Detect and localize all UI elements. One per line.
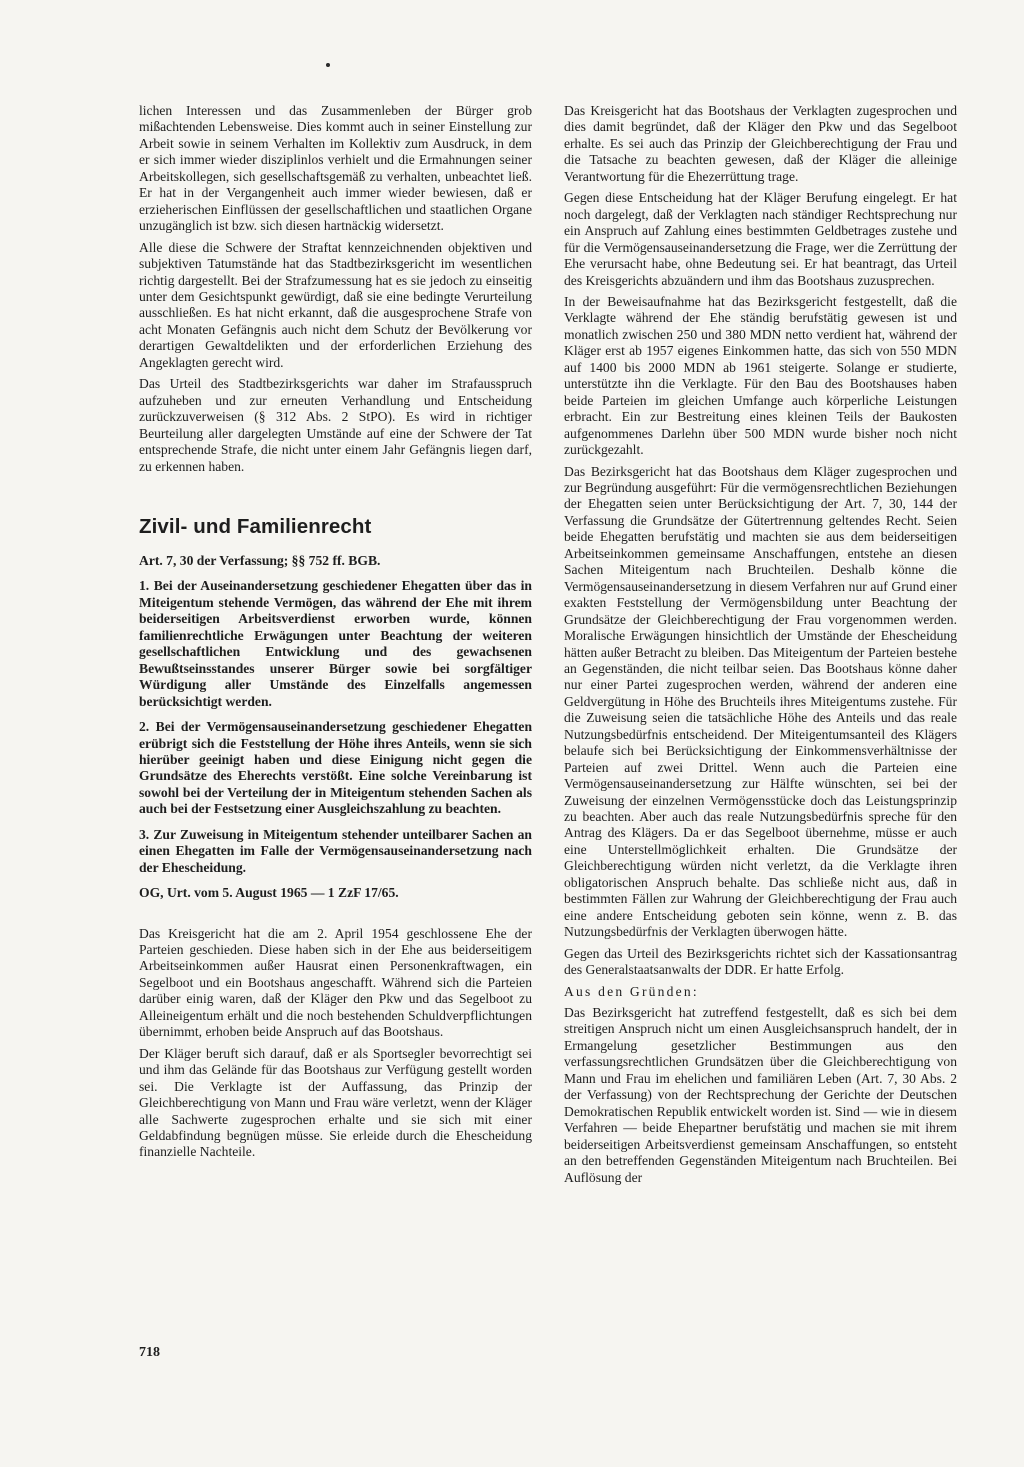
left-column	[139, 103, 532, 1166]
paragraph: Das Kreisgericht hat das Bootshaus der Verklagten zugesprochen und dies damit begründet, daß der Kläger den Pkw und das Segelboot erhalte. Es sei auch das Prinzip der Gleichberechtigung der Frau und die Tatsache zu beachten gewesen, daß der Kläger die alleinige Verantwortung für die Ehezerrüttung trage.	[564, 103, 957, 184]
paragraph: Das Kreisgericht hat die am 2. April 1954 geschlossene Ehe der Parteien geschieden. Diese haben sich in der Ehe aus beiderseitigem Arbeitseinkommen außer Hausrat einen Personenkraftwagen, ein Segelboot und ein Bootshaus angeschafft. Während sich die Parteien darüber einig waren, daß der Kläger den Pkw und das Segelboot zu Alleineigentum erhält und die noch bestehenden Schuldverpflichtungen übernimmt, erhoben beide Anspruch auf das Bootshaus.	[139, 925, 532, 1040]
paragraph: Das Bezirksgericht hat zutreffend festgestellt, daß es sich bei dem streitigen Anspruch nicht um einen Ausgleichsanspruch handelt, der in Ermangelung gesetzlicher Bestimmungen aus den verfassungsrechtlichen Grundsätzen über die Gleichberechtigung von Mann und Frau im ehelichen und familiären Leben (Art. 7, 30 Abs. 2 der Verfassung) von der Rechtsprechung der Gerichte der Deutschen Demokratischen Republik entwickelt worden ist. Sind — wie in diesem Verfahren — beide Ehepartner berufstätig und machen sie mit ihrem beiderseitigen Arbeitsverdienst gemeinsam Anschaffungen, so entsteht an den betreffenden Gegenständen Miteigentum nach Bruchteilen. Bei Auflösung der	[564, 1005, 957, 1185]
paragraph: Gegen das Urteil des Bezirksgerichts richtet sich der Kassationsantrag des Generalstaatsanwalts der DDR. Er hatte Erfolg.	[564, 945, 957, 978]
paragraph: lichen Interessen und das Zusammenleben der Bürger grob mißachtenden Lebensweise. Dies kommt auch in seiner Einstellung zur Arbeit sowie in seinem Verhalten im Kollektiv zum Ausdruck, in dem er sich immer wieder disziplinlos verhielt und die Ermahnungen seiner Arbeitskollegen, sich gesellschaftsgemäß zu verhalten, unbeachtet ließ. Er hat in der Vergangenheit auch immer wieder bewiesen, daß er erzieherischen Einflüssen der gesellschaftlichen und staatlichen Organe unzugänglich ist bzw. sich diesen hartnäckig widersetzt.	[139, 103, 532, 234]
reasons-heading: Aus den Gründen:	[564, 983, 699, 999]
headnote: 2. Bei der Vermögensauseinandersetzung geschiedener Ehegatten erübrigt sich die Feststellung der Höhe ihres Anteils, wenn sie sich hierüber geeinigt haben und diese Einigung nicht gegen die Grundsätze des Eherechts verstößt. Eine solche Vereinbarung ist sowohl bei der Verteilung der in Miteigentum stehenden Sachen als auch bei der Festsetzung einer Ausgleichszahlung zu beachten.	[139, 719, 532, 817]
paragraph: Das Bezirksgericht hat das Bootshaus dem Kläger zugesprochen und zur Begründung ausgeführt: Für die vermögensrechtlichen Beziehungen der Ehegatten seien unter Berücksichtigung der Art. 7, 30, 144 der Verfassung die Grundsätze der Gütertrennung geltendes Recht. Seien beide Ehegatten berufstätig und machten sie aus dem beiderseitigen Arbeitseinkommen gemeinsame Anschaffungen, entstehe an diesen Sachen Miteigentum nach Bruchteilen. Deshalb könne die Vermögensauseinandersetzung in diesem Verfahren nur auf Grund einer exakten Feststellung der Vermögensbildung unter Beachtung der Grundsätze der Gleichberechtigung der Frau vorgenommen werden. Moralische Erwägungen hinsichtlich der Umstände der Ehescheidung hätten außer Betracht zu bleiben. Das Miteigentum der Parteien bestehe an Gegenständen, die nicht teilbar seien. Das Bootshaus könne daher nur einer Partei zugesprochen werden, während der anderen eine Geldvergütung in Höhe des Bruchteils ihres Miteigentums zustehe. Für die Zuweisung seien die tatsächliche Höhe des Anteils und das reale Nutzungsbedürfnis entscheidend. Der Miteigentumsanteil des Klägers belaufe sich bei Berücksichtigung der Einkommensverhältnisse der Parteien auf zwei Drittel. Wenn auch die Parteien eine Vermögensauseinandersetzung zur Hälfte wünschten, sei bei der Zuweisung der einzelnen Vermögensstücke doch das Leistungsprinzip zu beachten. Aber auch das reale Nutzungsbedürfnis spreche für den Antrag des Klägers. Da er das Segelboot übernehme, müsse er auch eine Unterstellmöglichkeit erhalten. Die Grundsätze der Gleichberechtigung würden nicht verletzt, da die Verklagte ihren obligatorischen Anspruch behalte. Das schließe nicht aus, daß in bestimmten Fällen zur Wahrung der Gleichberechtigung der Frau auch eine andere Entscheidung geboten sein könne, wenn z. B. das Nutzungsbedürfnis der Verklagten überwogen hätte.	[564, 463, 957, 940]
page-number: 718	[139, 1345, 160, 1360]
paragraph: Alle diese die Schwere der Straftat kennzeichnenden objektiven und subjektiven Tatumstände hat das Stadtbezirksgericht im wesentlichen richtig dargestellt. Bei der Strafzumessung hat es sie jedoch zu einseitig unter dem Gesichtspunkt gewürdigt, daß sie eine bedingte Verurteilung ausschließen. Es hat nicht erkannt, daß die ausgesprochene Strafe von acht Monaten Gefängnis auch nicht dem Schutz der Bevölkerung vor derartigen Gewaltdelikten und der erforderlichen Erziehung des Angeklagten gerecht wird.	[139, 239, 532, 370]
ink-speck	[326, 63, 330, 67]
right-column	[564, 103, 957, 1186]
paragraph: In der Beweisaufnahme hat das Bezirksgericht festgestellt, daß die Verklagte während der Ehe ständig berufstätig gewesen ist und monatlich zwischen 250 und 380 MDN netto verdient hat, während der Kläger erst ab 1957 eigenes Einkommen hatte, das sich von 550 MDN auf 1400 bis 2000 MDN ab 1961 steigerte. Solange er studierte, unterstützte ihn die Verklagte. Für den Bau des Bootshauses haben beide Parteien im gleichen Umfange auch körperliche Leistungen erbracht. Ein zur Bestreitung eines kleinen Teils der Baukosten aufgenommenes Darlehn über 500 MDN wurde bisher noch nicht zurückgezahlt.	[564, 293, 957, 458]
paragraph: Der Kläger beruft sich darauf, daß er als Sportsegler bevorrechtigt sei und ihm das Gelände für das Bootshaus zur Verfügung gestellt worden sei. Die Verklagte ist der Auffassung, das Prinzip der Gleichberechtigung von Mann und Frau wäre verletzt, wenn der Kläger alle Sachwerte zugesprochen erhalte und sie sich mit einer Geldabfindung begnügen müsse. Sie erleide durch die Ehescheidung finanzielle Nachteile.	[139, 1045, 532, 1160]
headnote: 3. Zur Zuweisung in Miteigentum stehender unteilbarer Sachen an einen Ehegatten im Falle der Vermögensauseinandersetzung nach der Ehescheidung.	[139, 826, 532, 875]
paragraph: Das Urteil des Stadtbezirksgerichts war daher im Strafausspruch aufzuheben und zur erneuten Verhandlung und Entscheidung zurückzuverweisen (§ 312 Abs. 2 StPO). Es wird in richtiger Beurteilung aller dargelegten Umstände auf eine der Schwere der Tat entsprechende Strafe, die nicht unter einem Jahr Gefängnis liegen darf, zu erkennen haben.	[139, 376, 532, 474]
court-reference: OG, Urt. vom 5. August 1965 — 1 ZzF 17/65.	[139, 885, 399, 901]
law-reference: Art. 7, 30 der Verfassung; §§ 752 ff. BGB.	[139, 552, 381, 568]
headnote: 1. Bei der Auseinandersetzung geschiedener Ehegatten über das in Miteigentum stehende Vermögen, das während der Ehe mit ihrem beiderseitigen Arbeitsverdienst erworben wurde, können familienrechtliche Erwägungen unter Beachtung der weiteren gesellschaftlichen Entwicklung und des gewachsenen Bewußtseinsstandes unserer Bürger sowie bei sorgfältiger Würdigung aller Umstände des Einzelfalls angemessen berücksichtigt werden.	[139, 578, 532, 709]
section-heading: Zivil- und Familienrecht	[139, 514, 372, 538]
paragraph: Gegen diese Entscheidung hat der Kläger Berufung eingelegt. Er hat noch dargelegt, daß der Verklagten nach ständiger Rechtsprechung nur ein Anspruch auf Zahlung eines bestimmten Geldbetrages zustehe und für die Vermögensauseinandersetzung die Frage, wer die Zerrüttung der Ehe verursacht habe, ohne Bedeutung sei. Er hat beantragt, das Urteil des Kreisgerichts abzuändern und ihm das Bootshaus zuzusprechen.	[564, 190, 957, 288]
